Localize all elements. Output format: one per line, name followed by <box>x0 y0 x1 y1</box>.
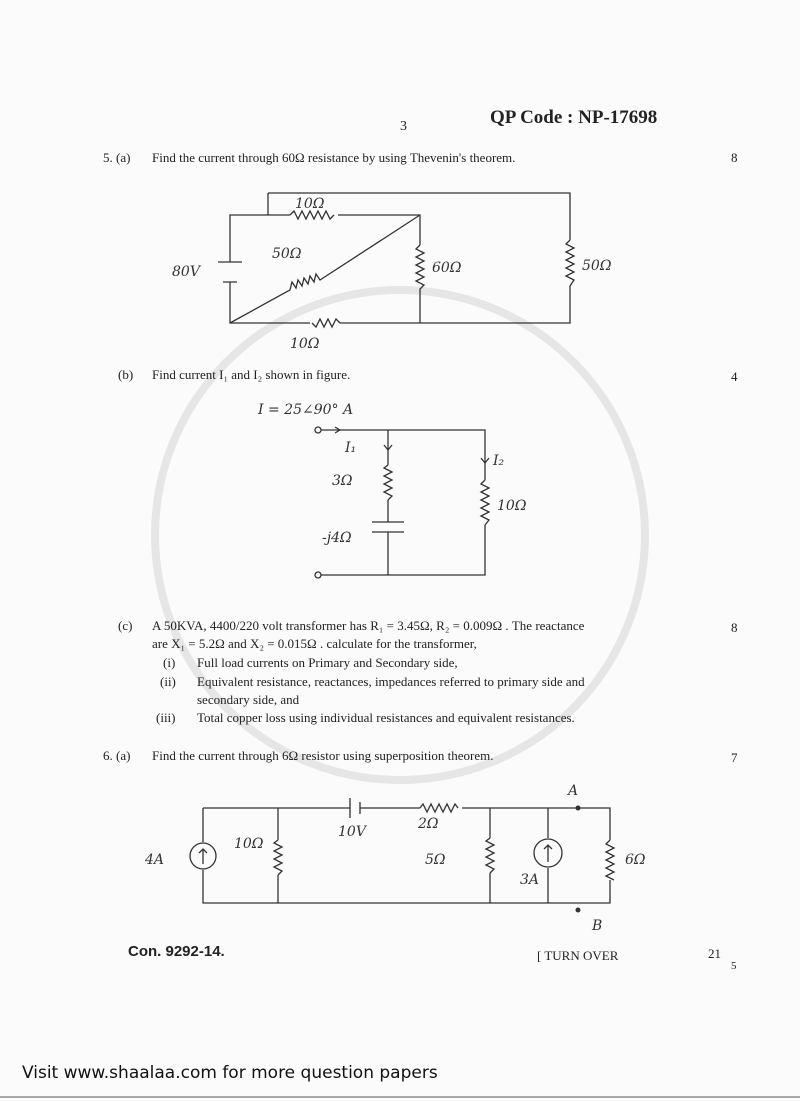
subpart-text: secondary side, and <box>197 692 300 707</box>
resistor <box>481 480 489 525</box>
resistor <box>486 838 494 873</box>
question-text: Find the current through 6Ω resistor using superposition theorem. <box>152 748 494 763</box>
label: 50Ω <box>272 246 302 262</box>
question-number: (b) <box>118 367 134 382</box>
question-marks: 8 <box>731 150 738 165</box>
question-text: are X₁ = 5.2Ω and X₂ = 0.015Ω . calculate for the transformer, <box>152 636 477 651</box>
subpart-number: (ii) <box>160 674 176 689</box>
question-marks: 4 <box>731 369 738 384</box>
question-number: (c) <box>118 618 133 633</box>
question-number: 5. (a) <box>103 150 131 165</box>
page-number: 3 <box>400 119 407 134</box>
circuit-6a <box>144 783 646 934</box>
question-marks: 7 <box>731 750 738 765</box>
label: 5Ω <box>425 852 446 868</box>
label: 50Ω <box>582 258 612 274</box>
label: 2Ω <box>418 816 439 832</box>
label: I = 25∠90° A <box>258 402 354 418</box>
label: A <box>568 783 579 799</box>
con-code: Con. 9292-14. <box>128 943 225 960</box>
label: 10Ω <box>290 336 320 352</box>
subpart-number: (iii) <box>156 710 176 725</box>
battery <box>218 262 242 282</box>
capacitor <box>372 522 404 532</box>
label: 10V <box>338 824 366 840</box>
resistor <box>274 840 282 875</box>
promo-link[interactable]: Visit www.shaalaa.com for more question papers <box>22 1063 438 1083</box>
question-text: A 50KVA, 4400/220 volt transformer has R₁ = 3.45Ω, R₂ = 0.009Ω . The reactance <box>152 618 585 633</box>
label: 10Ω <box>295 196 325 212</box>
resistor <box>312 319 340 327</box>
sheet-sub: 5 <box>731 960 737 972</box>
circuit-5b <box>257 402 527 578</box>
label: I₁ <box>345 440 357 456</box>
resistor <box>416 245 424 290</box>
label: 10Ω <box>497 498 527 514</box>
resistor <box>290 211 334 219</box>
label: 6Ω <box>625 852 646 868</box>
qp-code: QP Code : NP-17698 <box>490 107 658 128</box>
resistor <box>230 215 420 323</box>
capacitor <box>350 798 360 818</box>
label: -j4Ω <box>322 530 352 546</box>
label: 3A <box>520 872 540 888</box>
label: 4A <box>145 852 165 868</box>
resistor <box>420 804 458 812</box>
question-text: Find current I₁ and I₂ shown in figure. <box>152 367 351 382</box>
label: I₂ <box>493 453 505 469</box>
turn-over: [ TURN OVER <box>537 948 619 963</box>
subpart-text: Total copper loss using individual resistances and equivalent resistances. <box>197 710 575 725</box>
question-marks: 8 <box>731 620 738 635</box>
subpart-number: (i) <box>163 655 176 670</box>
resistor <box>566 240 574 290</box>
sheet-number: 21 <box>708 946 721 961</box>
resistor <box>384 465 392 500</box>
label: 10Ω <box>234 836 264 852</box>
circuit-5a <box>172 193 612 352</box>
question-number: 6. (a) <box>103 748 131 763</box>
label: 60Ω <box>432 260 462 276</box>
label: 3Ω <box>332 473 353 489</box>
subpart-text: Full load currents on Primary and Secondary side, <box>197 655 458 670</box>
resistor <box>606 840 614 880</box>
question-text: Find the current through 60Ω resistance by using Thevenin's theorem. <box>152 150 516 165</box>
subpart-text: Equivalent resistance, reactances, impedances referred to primary side and <box>197 674 585 689</box>
label: 80V <box>172 264 200 280</box>
label: B <box>592 918 603 934</box>
